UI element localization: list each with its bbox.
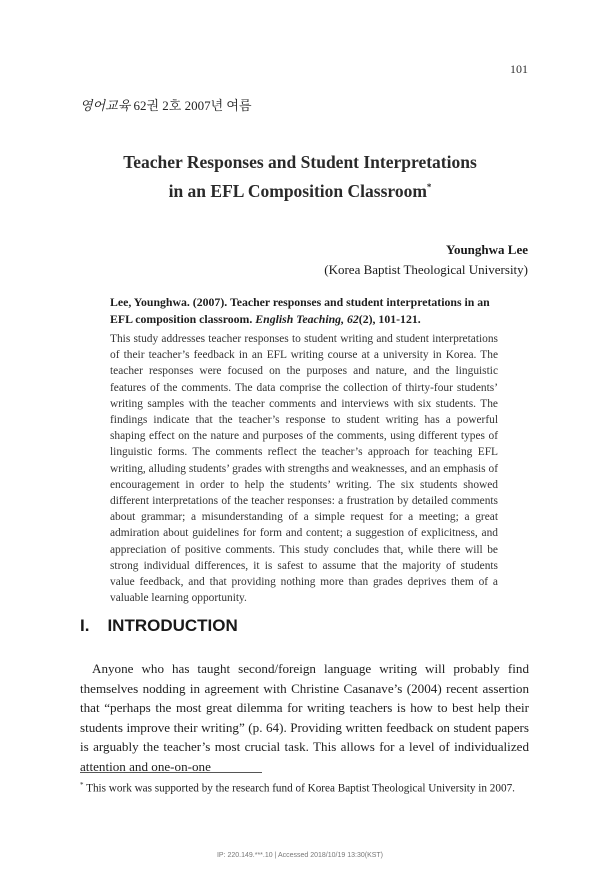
abstract: This study addresses teacher responses to student writing and student interpretations of their teacher’s feedback in an EFL writing course at a university in Korea. The teacher responses were focused on the purposes and nature, and the linguistic features of the comments. The data comprise the collection of thirty-four students’ writing samples with the teacher comments and interviews with six students. The findings indicate that the teacher’s response to student writing has a powerful shaping effect on the nature and purposes of the comments, using different types of linguistic forms. The comments reflect the teacher’s approach for teaching EFL writing, alluding students’ grades with strengths and weaknesses, and an emphasis of encouragement in order to help the students’ writing. The six students showed different interpretations of the teacher responses: a frustration by detailed comments about grammar; a misunderstanding of a simple request for a meeting; a great admiration about guidelines for form and content; a suggestion of explicitness, and appreciation of positive comments. This study concludes that, while there will be strong individual differences, it is safest to assume that the majority of students value feedback, and that providing nothing more than grades deprives them of a valuable learning opportunity. xyxy=(110,333,498,605)
title-line-2 xyxy=(0,175,600,204)
title-line-1: Teacher Responses and Student Interpretations xyxy=(123,152,477,172)
section-title: INTRODUCTION xyxy=(107,616,238,635)
journal-issue: 62권 2호 2007년 여름 xyxy=(133,98,252,113)
page-number: 101 xyxy=(510,62,528,76)
footnote-mark: * xyxy=(80,781,84,789)
access-footer: IP: 220.149.***.10 | Accessed 2018/10/19 13:30(KST) xyxy=(216,852,384,859)
citation-tail: (2), 101-121. xyxy=(358,312,421,326)
paper-title xyxy=(0,150,600,204)
author-block xyxy=(324,240,528,280)
section-number: I. xyxy=(80,616,90,635)
section-heading xyxy=(80,616,238,636)
footnote-divider xyxy=(80,772,262,773)
footnote-text: This work was supported by the research fund of Korea Baptist Theological University in 2007. xyxy=(86,782,515,795)
citation xyxy=(110,294,498,328)
journal-name: 영어교육 xyxy=(80,98,131,113)
title-footnote-mark: * xyxy=(426,182,432,192)
author-name: Younghwa Lee xyxy=(446,242,528,257)
author-affiliation: (Korea Baptist Theological University) xyxy=(324,262,528,277)
intro-paragraph: Anyone who has taught second/foreign language writing will probably find themselves nodding in agreement with Christine Casanave’s (2004) recent assertion that “perhaps the most great dilemma for writing teachers is how to best help their students improve their writing” (p. 64). Providing written feedback on student papers is arguably the teacher’s most crucial task. This allows for a level of individualized attention and one-on-one xyxy=(80,661,529,774)
title-line-2-text: in an EFL Composition Classroom xyxy=(168,180,427,201)
citation-lead: Lee, Younghwa. (2007). Teacher responses and student interpretations in an EFL composition classroom. xyxy=(110,295,490,326)
journal-header xyxy=(80,95,252,114)
footnote xyxy=(80,781,540,795)
citation-journal: English Teaching, 62 xyxy=(255,312,359,326)
